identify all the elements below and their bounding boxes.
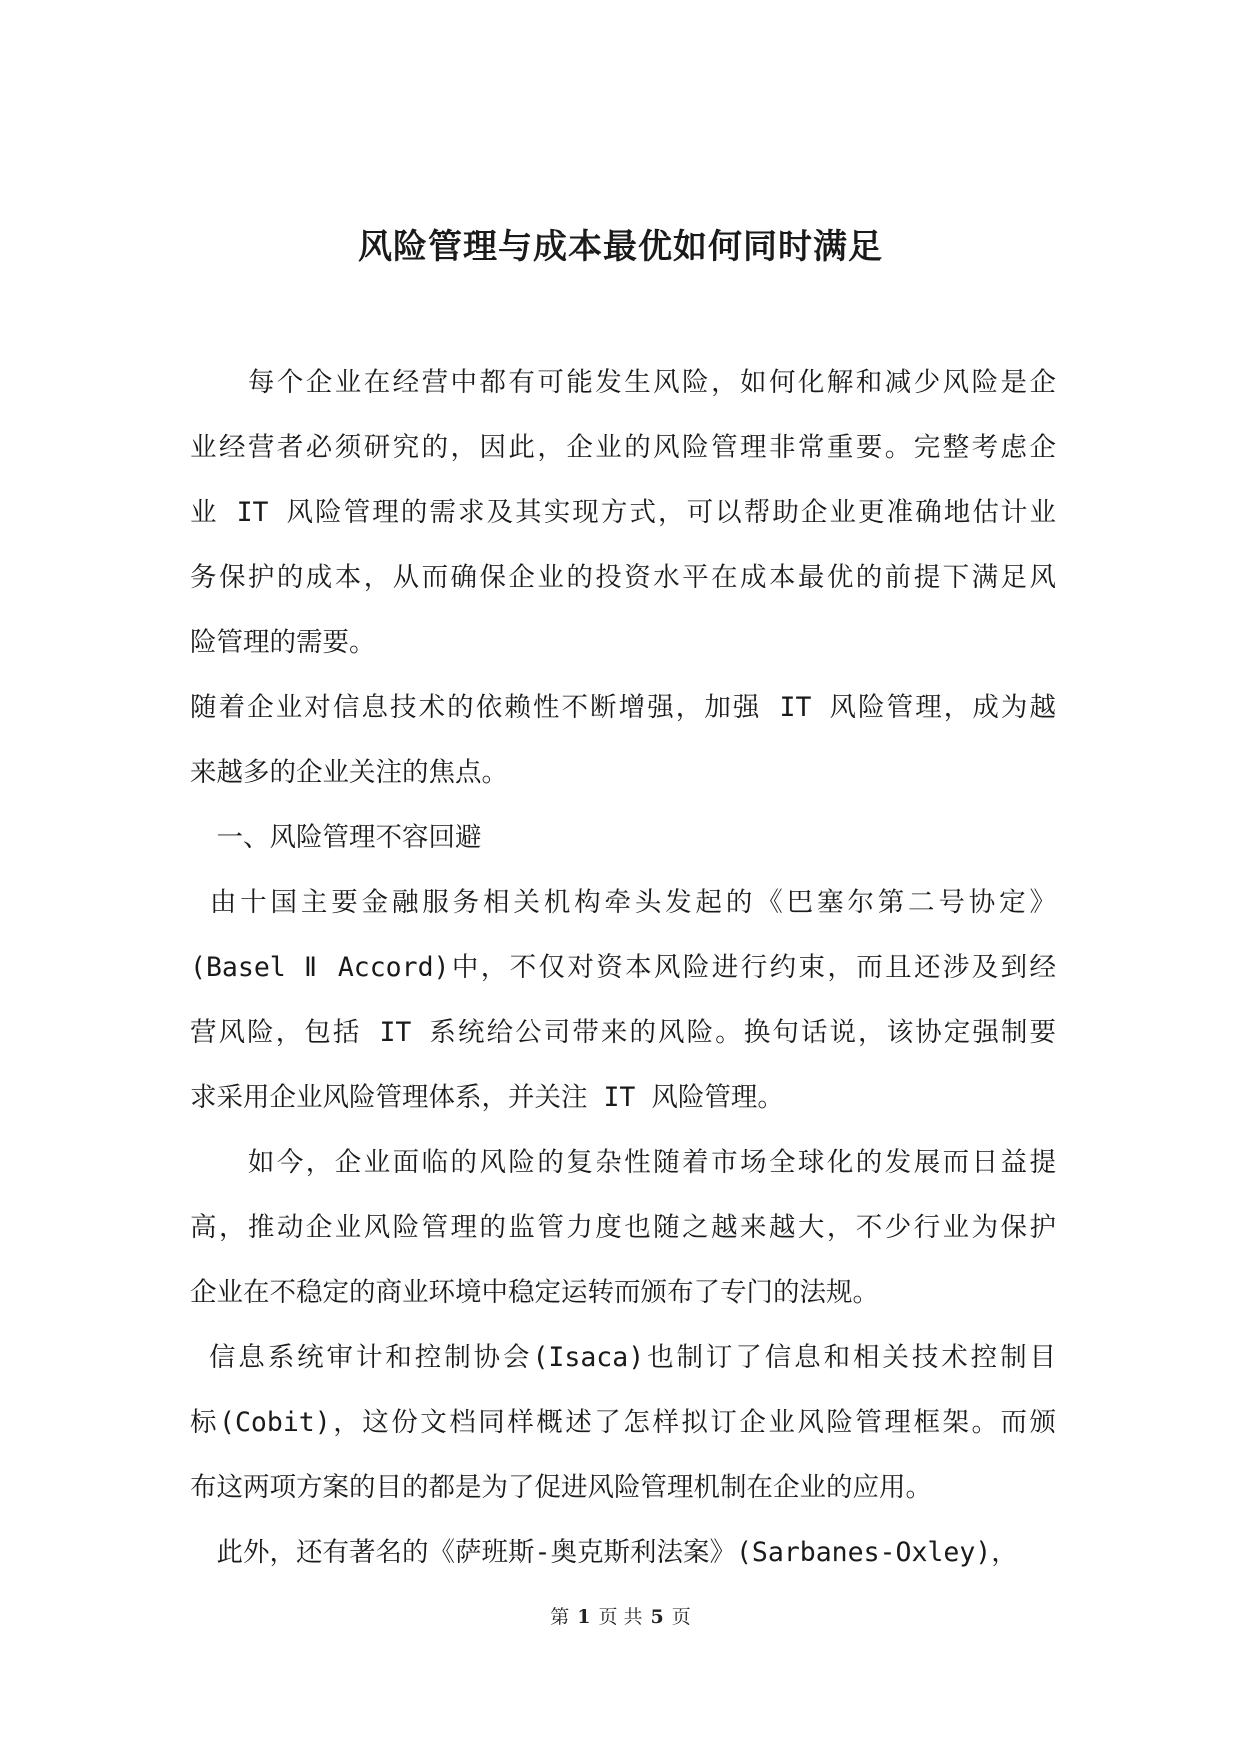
document-title: 风险管理与成本最优如何同时满足 — [358, 227, 883, 267]
body-line: 营风险，包括 IT 系统给公司带来的风险。换句话说，该协定强制要 — [190, 1017, 1056, 1048]
footer-suffix: 页 — [671, 1606, 691, 1628]
body-line: 由十国主要金融服务相关机构牵头发起的《巴塞尔第二号协定》 — [190, 887, 1056, 918]
body-line: 企业在不稳定的商业环境中稳定运转而颁布了专门的法规。 — [190, 1277, 879, 1308]
body-line: 高，推动企业风险管理的监管力度也随之越来越大，不少行业为保护 — [190, 1212, 1056, 1243]
body-line: 如今，企业面临的风险的复杂性随着市场全球化的发展而日益提 — [190, 1147, 1056, 1178]
body-line: 业 IT 风险管理的需求及其实现方式，可以帮助企业更准确地估计业 — [190, 497, 1056, 528]
body-line: 此外，还有著名的《萨班斯-奥克斯利法案》(Sarbanes-Oxley)， — [190, 1537, 1018, 1568]
section-heading: 一、风险管理不容回避 — [190, 822, 482, 853]
footer-prefix: 第 — [550, 1606, 570, 1628]
body-line: 务保护的成本，从而确保企业的投资水平在成本最优的前提下满足风 — [190, 562, 1056, 593]
page-footer — [0, 1604, 1241, 1630]
current-page-number: 1 — [577, 1606, 591, 1628]
body-line: 险管理的需要。 — [190, 627, 376, 658]
body-line: 业经营者必须研究的，因此，企业的风险管理非常重要。完整考虑企 — [190, 432, 1056, 463]
body-line: 标(Cobit)，这份文档同样概述了怎样拟订企业风险管理框架。而颁 — [190, 1407, 1056, 1438]
document-body — [190, 350, 1056, 1585]
body-line: 随着企业对信息技术的依赖性不断增强，加强 IT 风险管理，成为越 — [190, 692, 1056, 723]
body-line: 信息系统审计和控制协会(Isaca)也制订了信息和相关技术控制目 — [190, 1342, 1056, 1373]
body-line: (Basel Ⅱ Accord)中，不仅对资本风险进行约束，而且还涉及到经 — [190, 952, 1056, 983]
body-line: 每个企业在经营中都有可能发生风险，如何化解和减少风险是企 — [190, 367, 1056, 398]
body-line: 求采用企业风险管理体系，并关注 IT 风险管理。 — [190, 1082, 784, 1113]
total-page-number: 5 — [650, 1606, 664, 1628]
body-line: 来越多的企业关注的焦点。 — [190, 757, 508, 788]
footer-middle: 页 共 — [598, 1606, 643, 1628]
body-line: 布这两项方案的目的都是为了促进风险管理机制在企业的应用。 — [190, 1472, 932, 1503]
